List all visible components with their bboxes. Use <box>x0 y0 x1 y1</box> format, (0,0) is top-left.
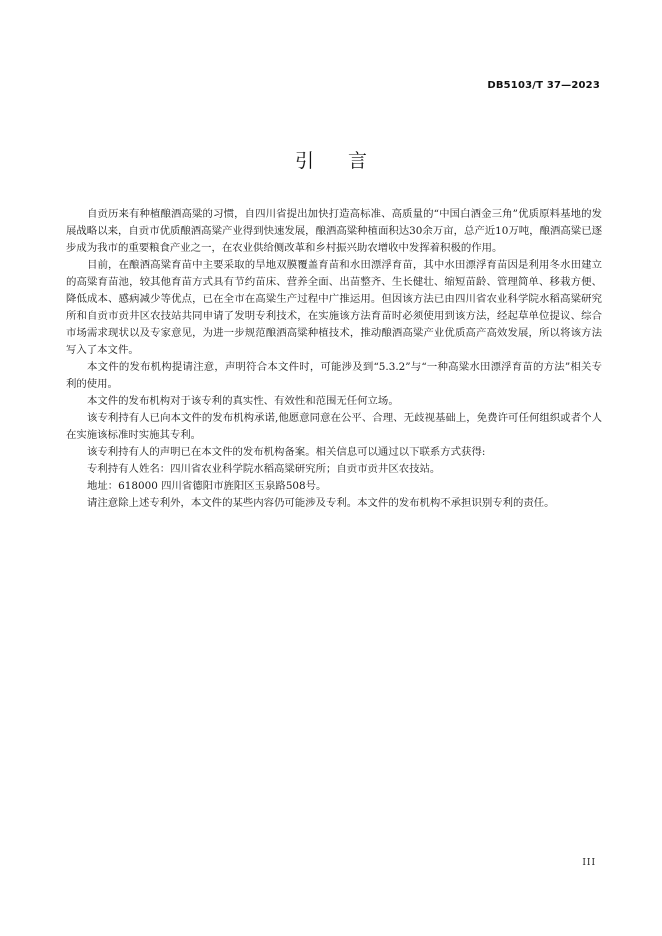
page-title: 引言 <box>294 150 401 172</box>
paragraph-background: 自贡历来有种植酿酒高粱的习惯，自四川省提出加快打造高标准、高质量的“中国白酒金三角”优质原料基地的发展战略以来，自贡市优质酿酒高粱产业得到快速发展，酿酒高粱种植面积达30余万亩，总产近10万吨，酿酒高粱已逐步成为我市的重要粮食产业之一，在农业供给侧改革和乡村振兴助农增收中发挥着积极的作用。 <box>66 208 602 254</box>
paragraph-disclaimer: 请注意除上述专利外，本文件的某些内容仍可能涉及专利。本文件的发布机构不承担识别专利的责任。 <box>87 497 555 509</box>
body-text <box>66 206 602 512</box>
paragraph-patent-filing: 该专利持有人的声明已在本文件的发布机构备案。相关信息可以通过以下联系方式获得: <box>87 446 486 458</box>
paragraph-address: 地址：618000 四川省德阳市旌阳区玉泉路508号。 <box>87 480 327 492</box>
paragraph-patent-position: 本文件的发布机构对于该专利的真实性、有效性和范围无任何立场。 <box>87 395 399 407</box>
page-number: III <box>582 858 596 868</box>
paragraph-patent-commitment: 该专利持有人已向本文件的发布机构承诺,他愿意同意在公平、合理、无歧视基础上，免费许可任何组织或者个人在实施该标准时实施其专利。 <box>66 412 602 441</box>
document-code: DB5103/T 37—2023 <box>487 80 600 91</box>
paragraph-current-methods: 目前，在酿酒高粱育苗中主要采取的旱地双膜覆盖育苗和水田漂浮育苗，其中水田漂浮育苗因是利用冬水田建立的高粱育苗池，较其他育苗方式具有节约苗床、营养全面、出苗整齐、生长健壮、缩短苗龄、管理简单、移栽方便、降低成本、感病减少等优点，已在全市在高粱生产过程中广推运用。但因该方法已由四川省农业科学院水稻高粱研究所和自贡市贡井区农技站共同申请了发明专利技术，在实施该方法育苗时必须使用到该方法，经起草单位提议、综合市场需求现状以及专家意见，为进一步规范酿酒高粱种植技术，推动酿酒高粱产业优质高产高效发展，所以将该方法写入了本文件。 <box>66 259 602 356</box>
paragraph-patent-holder: 专利持有人姓名：四川省农业科学院水稻高粱研究所；自贡市贡井区农技站。 <box>87 463 441 475</box>
paragraph-patent-notice: 本文件的发布机构提请注意，声明符合本文件时，可能涉及到“5.3.2”与“一种高粱水田漂浮育苗的方法”相关专利的使用。 <box>66 361 602 390</box>
